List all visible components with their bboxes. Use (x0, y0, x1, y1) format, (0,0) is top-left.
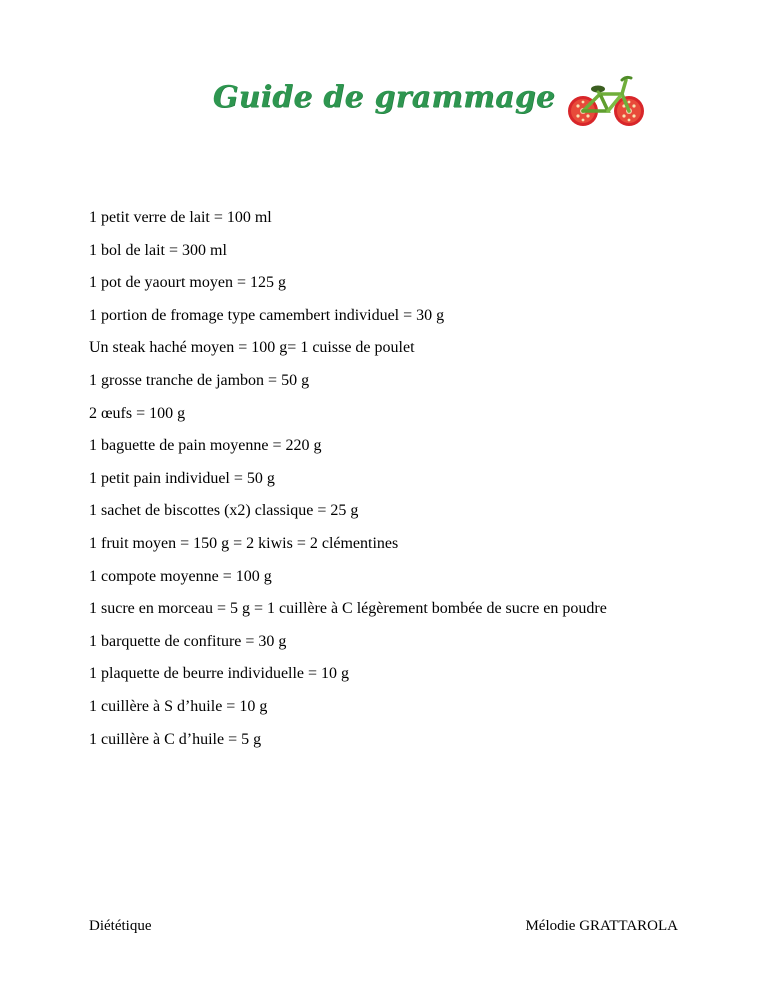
list-item: 1 plaquette de beurre individuelle = 10 g (89, 665, 350, 683)
list-item: 1 petit verre de lait = 100 ml (89, 209, 272, 226)
footer-left-text: Diététique (89, 918, 152, 934)
list-item: 2 œufs = 100 g (89, 404, 186, 422)
list-item: 1 sachet de biscottes (x2) classique = 25 g (89, 502, 359, 520)
page-title: Guide de grammage (212, 80, 556, 115)
list-item: 1 baguette de pain moyenne = 220 g (89, 437, 322, 455)
list-item: 1 pot de yaourt moyen = 125 g (89, 274, 286, 292)
list-item: 1 grosse tranche de jambon = 50 g (89, 371, 310, 389)
bicycle-fruit-icon (564, 70, 648, 130)
list-item: 1 sucre en morceau = 5 g = 1 cuillère à C légèrement bombée de sucre en poudre (89, 600, 607, 618)
list-item: 1 barquette de confiture = 30 g (89, 632, 287, 650)
list-item: Un steak haché moyen = 100 g= 1 cuisse de poulet (89, 339, 415, 357)
list-item: 1 portion de fromage type camembert individuel = 30 g (89, 306, 445, 324)
list-item: 1 fruit moyen = 150 g = 2 kiwis = 2 clémentines (89, 534, 399, 552)
list-item: 1 compote moyenne = 100 g (89, 567, 272, 585)
list-item: 1 cuillère à S d’huile = 10 g (89, 697, 268, 715)
footer-author: Mélodie GRATTAROLA (525, 918, 678, 934)
list-item: 1 bol de lait = 300 ml (89, 241, 227, 259)
grammage-list (89, 202, 607, 756)
list-item: 1 petit pain individuel = 50 g (89, 469, 275, 487)
list-item: 1 cuillère à C d’huile = 5 g (89, 730, 262, 748)
